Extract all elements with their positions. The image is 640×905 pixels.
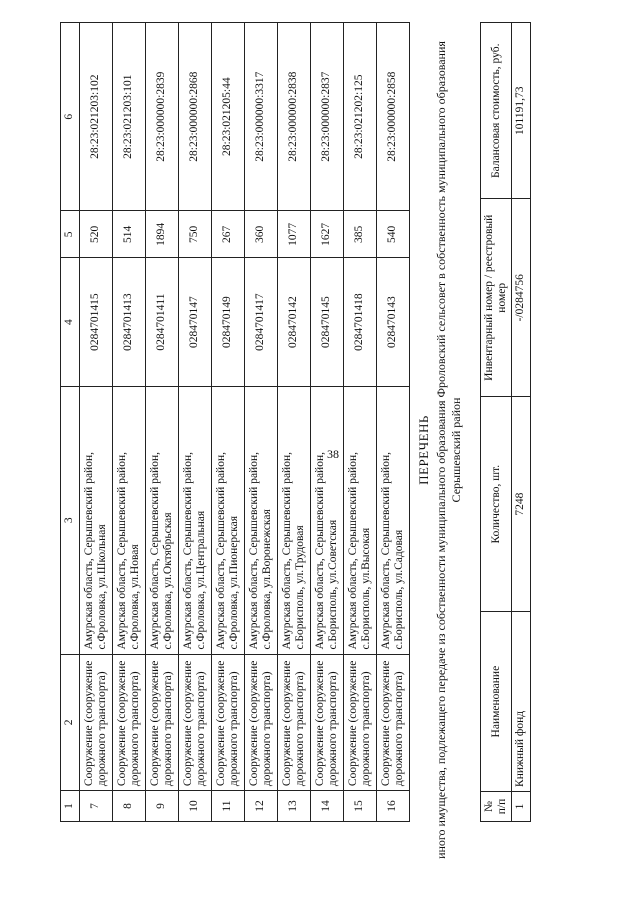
length-value: 1627: [311, 211, 344, 258]
page-number: 38: [327, 447, 339, 461]
document-subtitle: иного имущества, подлежащего передаче из собственности муниципального образования Фроловский сельсовет в собственность муниципального образования Серышевский район: [434, 41, 463, 859]
table-row: [212, 23, 245, 822]
inventory-number: 0284701417: [245, 258, 278, 387]
inventory-number: 028470143: [377, 258, 410, 387]
object-name: Сооружение (сооружение дорожного транспорта): [212, 654, 245, 791]
object-address: Амурская область, Серышевский район, с.Борисполь, ул.Советская: [311, 386, 344, 654]
inventory-number: 028470142: [278, 258, 311, 387]
object-name: Сооружение (сооружение дорожного транспорта): [311, 654, 344, 791]
item-name: Книжный фонд: [512, 612, 530, 792]
row-number: 10: [179, 791, 212, 822]
row-number: 9: [146, 791, 179, 822]
cadastre-number: 28:23:021202:125: [344, 23, 377, 211]
row-number: 8: [113, 791, 146, 822]
row-number: 12: [245, 791, 278, 822]
object-name: Сооружение (сооружение дорожного транспорта): [278, 654, 311, 791]
length-value: 385: [344, 211, 377, 258]
header-cell-5: 5: [61, 211, 80, 258]
length-value: 267: [212, 211, 245, 258]
object-name: Сооружение (сооружение дорожного транспорта): [179, 654, 212, 791]
cadastre-number: 28:23:000000:2868: [179, 23, 212, 211]
cadastre-number: 28:23:021203:102: [80, 23, 113, 211]
document-title: ПЕРЕЧЕНЬ: [416, 415, 431, 485]
row-number: 16: [377, 791, 410, 822]
cadastre-number: 28:23:021205:44: [212, 23, 245, 211]
length-value: 514: [113, 211, 146, 258]
length-value: 1894: [146, 211, 179, 258]
header-inventory: Инвентарный номер / реестровый номер: [481, 199, 512, 397]
cadastre-number: 28:23:000000:3317: [245, 23, 278, 211]
object-address: Амурская область, Серышевский район, с.Борисполь, ул.Трудовая: [278, 386, 311, 654]
inventory-number: 0284701411: [146, 258, 179, 387]
object-name: Сооружение (сооружение дорожного транспорта): [245, 654, 278, 791]
object-address: Амурская область, Серышевский район, с.Борисполь, ул.Садовая: [377, 386, 410, 654]
header-number: № п/п: [481, 791, 512, 821]
row-number: 14: [311, 791, 344, 822]
row-number: 13: [278, 791, 311, 822]
object-address: Амурская область, Серышевский район, с.Фроловка, ул.Новая: [113, 386, 146, 654]
object-address: Амурская область, Серышевский район, с.Фроловка, ул.Пионерская: [212, 386, 245, 654]
row-number: 11: [212, 791, 245, 822]
table-row: [146, 23, 179, 822]
object-name: Сооружение (сооружение дорожного транспорта): [344, 654, 377, 791]
cadastre-number: 28:23:000000:2838: [278, 23, 311, 211]
length-value: 540: [377, 211, 410, 258]
inventory-number: 028470147: [179, 258, 212, 387]
header-quantity: Количество, шт.: [481, 397, 512, 612]
cadastre-number: 28:23:000000:2837: [311, 23, 344, 211]
length-value: 750: [179, 211, 212, 258]
length-value: 360: [245, 211, 278, 258]
object-name: Сооружение (сооружение дорожного транспорта): [80, 654, 113, 791]
table-row: [80, 23, 113, 822]
inventory-number: 028470145: [311, 258, 344, 387]
object-name: Сооружение (сооружение дорожного транспорта): [113, 654, 146, 791]
header-cell-3: 3: [61, 386, 80, 654]
table-row: [344, 23, 377, 822]
item-quantity: 7248: [512, 397, 530, 612]
object-address: Амурская область, Серышевский район, с.Фроловка, ул.Центральная: [179, 386, 212, 654]
length-value: 1077: [278, 211, 311, 258]
object-address: Амурская область, Серышевский район, с.Борисполь, ул.Высокая: [344, 386, 377, 654]
table-row: [113, 23, 146, 822]
cadastre-number: 28:23:021203:101: [113, 23, 146, 211]
table-row: [179, 23, 212, 822]
table-row: [278, 23, 311, 822]
cadastre-number: 28:23:000000:2839: [146, 23, 179, 211]
property-table: [60, 22, 410, 822]
header-cell-4: 4: [61, 258, 80, 387]
inventory-number: 0284701413: [113, 258, 146, 387]
inventory-number: 0284701418: [344, 258, 377, 387]
item-cost: 101191,73: [512, 23, 530, 200]
cadastre-number: 28:23:000000:2858: [377, 23, 410, 211]
header-cell-1: 1: [61, 791, 80, 822]
header-cost: Балансовая стоимость, руб.: [481, 23, 512, 200]
row-number: 7: [80, 791, 113, 822]
object-address: Амурская область, Серышевский район, с.Фроловка, ул.Октябрьская: [146, 386, 179, 654]
inventory-number: 0284701415: [80, 258, 113, 387]
object-address: Амурская область, Серышевский район, с.Фроловка, ул.Воронежская: [245, 386, 278, 654]
item-inventory: -/0284756: [512, 199, 530, 397]
table-row: [512, 23, 530, 822]
object-address: Амурская область, Серышевский район, с.Фроловка, ул.Школьная: [80, 386, 113, 654]
table-header-row: [481, 23, 512, 822]
table-header-row: [61, 23, 80, 822]
table-row: [245, 23, 278, 822]
header-name: Наименование: [481, 612, 512, 792]
header-cell-2: 2: [61, 654, 80, 791]
length-value: 520: [80, 211, 113, 258]
header-cell-6: 6: [61, 23, 80, 211]
row-number: 1: [512, 791, 530, 821]
table-row: [311, 23, 344, 822]
object-name: Сооружение (сооружение дорожного транспорта): [377, 654, 410, 791]
other-property-table: [480, 22, 531, 822]
object-name: Сооружение (сооружение дорожного транспорта): [146, 654, 179, 791]
table-row: [377, 23, 410, 822]
inventory-number: 028470149: [212, 258, 245, 387]
row-number: 15: [344, 791, 377, 822]
